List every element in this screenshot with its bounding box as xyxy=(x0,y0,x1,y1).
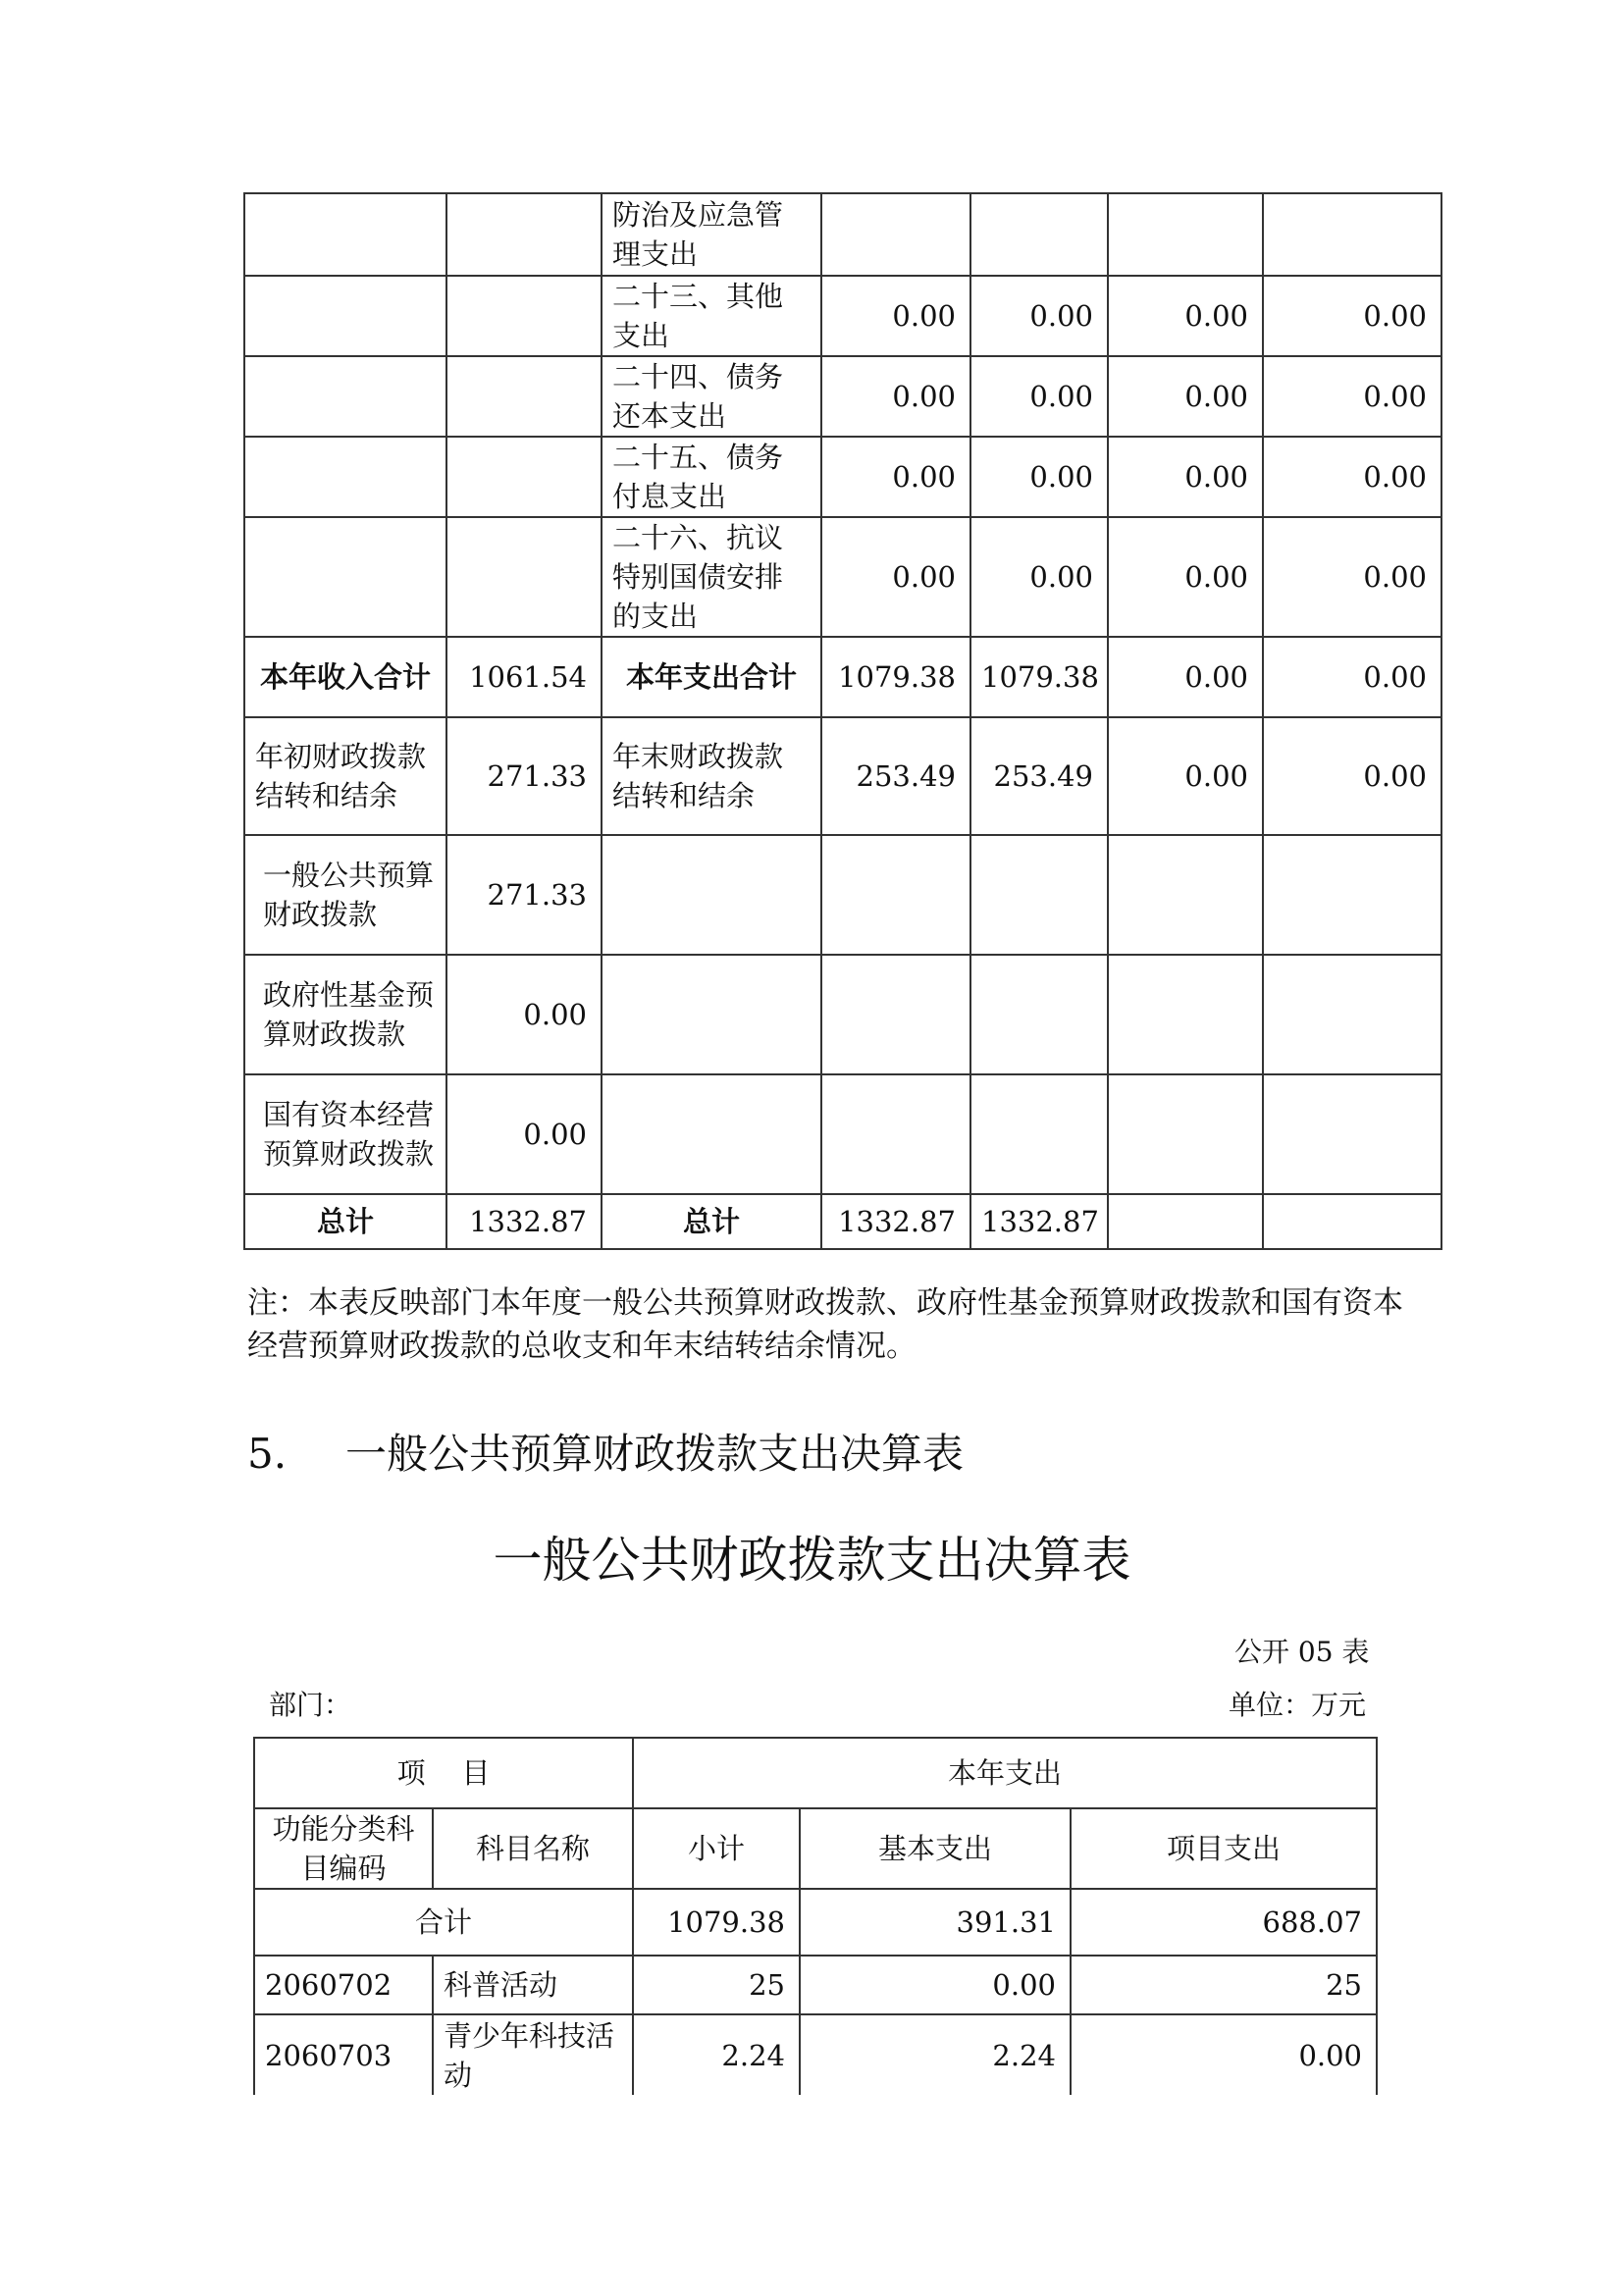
column-header-project: 项目支出 xyxy=(1071,1808,1377,1889)
document-title: 一般公共财政拨款支出决算表 xyxy=(493,1532,1131,1589)
column-header-basic: 基本支出 xyxy=(800,1808,1071,1889)
table-row-grand-total: 总计 1332.87 总计 1332.87 1332.87 xyxy=(244,1194,1441,1249)
unit-label: 单位：万元 xyxy=(1229,1689,1367,1721)
table-row: 2060703 青少年科技活动 2.24 2.24 0.00 xyxy=(254,2014,1377,2095)
table-row: 年初财政拨款结转和结余 271.33 年末财政拨款结转和结余 253.49 253.49 0.00 0.00 xyxy=(244,717,1441,835)
column-header-code: 功能分类科目编码 xyxy=(254,1808,433,1889)
table-row xyxy=(244,193,1441,276)
table-header-row xyxy=(254,1738,1377,1808)
row-label: 二十五、债务付息支出 xyxy=(602,437,821,517)
table-row-income-total: 本年收入合计 1061.54 本年支出合计 1079.38 1079.38 0.00 0.00 xyxy=(244,637,1441,717)
table-row: 二十三、其他支出 0.00 0.00 0.00 0.00 xyxy=(244,276,1441,356)
table-row: 政府性基金预算财政拨款 0.00 xyxy=(244,955,1441,1074)
row-label: 防治及应急管理支出 xyxy=(602,193,821,276)
department-label: 部门： xyxy=(269,1689,352,1721)
table-row: 二十五、债务付息支出 0.00 0.00 0.00 0.00 xyxy=(244,437,1441,517)
table-note: 注：本表反映部门本年度一般公共预算财政拨款、政府性基金预算财政拨款和国有资本经营预算财政拨款的总收支和年末结转结余情况。 xyxy=(247,1285,1403,1364)
row-label: 二十三、其他支出 xyxy=(602,276,821,356)
table-row: 国有资本经营预算财政拨款 0.00 xyxy=(244,1074,1441,1194)
appropriation-summary-table xyxy=(243,192,1442,1250)
column-header-name: 科目名称 xyxy=(433,1808,633,1889)
header-current-year: 本年支出 xyxy=(633,1738,1377,1808)
table-total-row: 合计 1079.38 391.31 688.07 xyxy=(254,1889,1377,1956)
header-project: 项 目 xyxy=(254,1738,633,1808)
section-number: 5. xyxy=(247,1430,288,1478)
section-title: 一般公共预算财政拨款支出决算表 xyxy=(345,1430,965,1478)
table-header-row xyxy=(254,1808,1377,1889)
section-heading xyxy=(247,1425,964,1484)
table-code: 公开 05 表 xyxy=(1234,1636,1370,1668)
table-row: 二十六、抗议特别国债安排的支出 0.00 0.00 0.00 0.00 xyxy=(244,517,1441,637)
column-header-subtotal: 小计 xyxy=(633,1808,800,1889)
expenditure-table xyxy=(253,1737,1378,2095)
table-row: 二十四、债务还本支出 0.00 0.00 0.00 0.00 xyxy=(244,356,1441,437)
row-label: 二十四、债务还本支出 xyxy=(602,356,821,437)
row-label: 二十六、抗议特别国债安排的支出 xyxy=(602,517,821,637)
table-row: 一般公共预算财政拨款 271.33 xyxy=(244,835,1441,955)
table-row: 2060702 科普活动 25 0.00 25 xyxy=(254,1956,1377,2014)
